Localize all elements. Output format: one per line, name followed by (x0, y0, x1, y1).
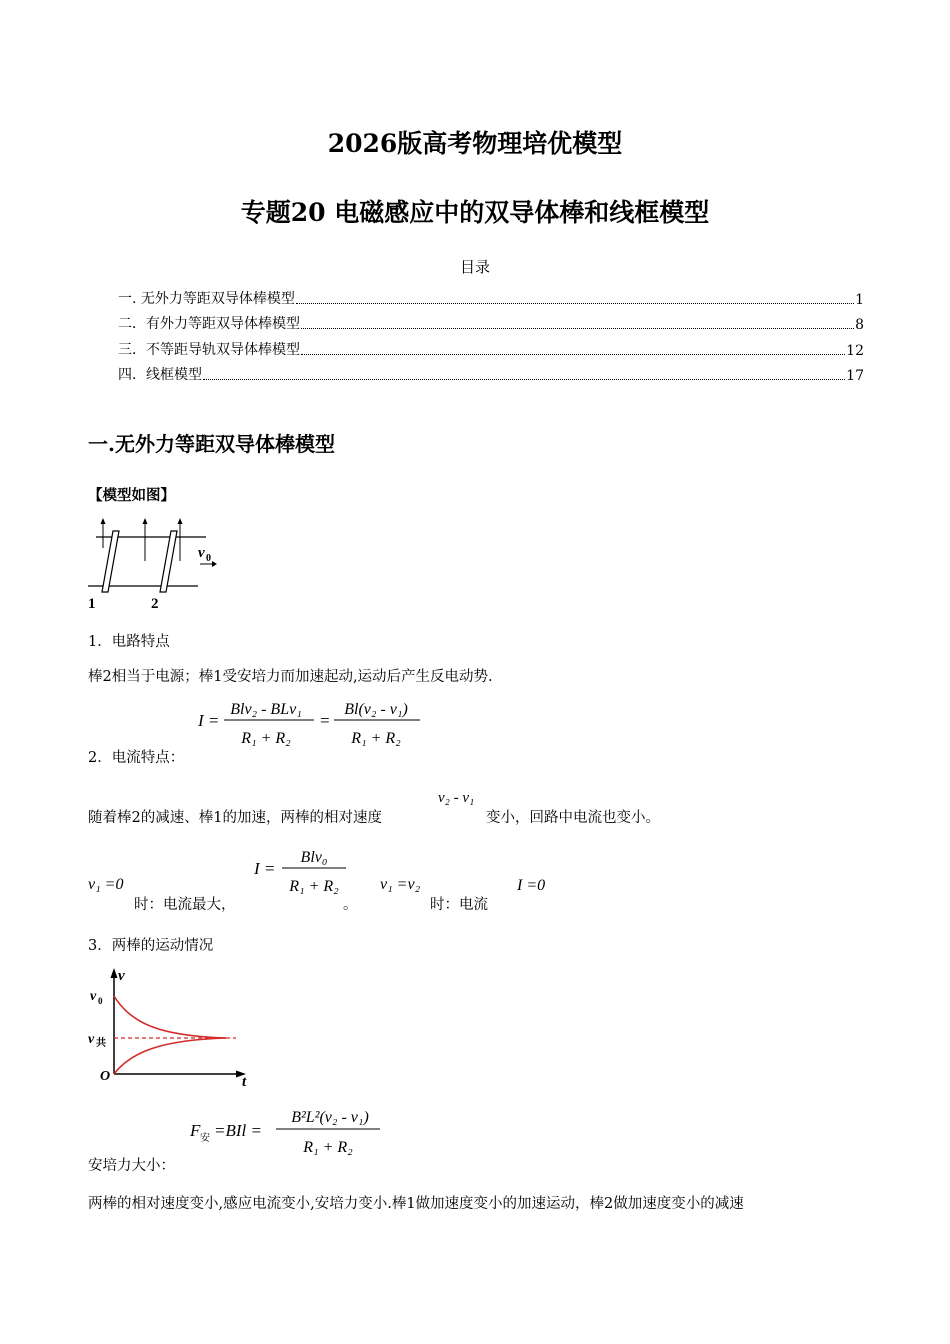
axis-t-label: t (242, 1074, 247, 1090)
v0-subscript: 0 (206, 553, 211, 564)
rod2-label: 2 (151, 596, 159, 612)
v0-tick-subscript: 0 (98, 996, 103, 1006)
condition-v1-zero: v₁ =0 (88, 876, 124, 893)
toc-item-label[interactable]: 二．有外力等距双导体棒模型 (118, 316, 300, 332)
toc-item[interactable] (118, 288, 864, 308)
imax-den: R₁ + R₂ (289, 878, 339, 895)
item2-heading: 2．电流特点： (88, 750, 185, 766)
eq-den1: R₁ + R₂ (241, 730, 291, 747)
imax-equation (252, 842, 352, 900)
force-mid: =BIl = (214, 1121, 262, 1140)
toc-leader (301, 354, 845, 355)
vcommon-tick-subscript: 共 (96, 1038, 106, 1049)
item3-heading: 3．两棒的运动情况 (88, 938, 214, 954)
toc-item-page: 12 (846, 343, 864, 359)
rod1-label: 1 (88, 596, 96, 612)
item2-text-a: 随着棒2的减速、棒1的加速，两棒的相对速度 (88, 810, 382, 826)
toc-item[interactable] (118, 339, 864, 359)
imax-num: Blv₀ (300, 849, 328, 866)
page-title: 2026版高考物理培优模型 (327, 129, 623, 158)
current-equation (190, 694, 430, 752)
toc-item-page: 8 (855, 317, 864, 333)
eq-den2: R₁ + R₂ (351, 730, 401, 747)
force-subscript: 安 (200, 1133, 210, 1144)
page-subtitle: 专题20 电磁感应中的双导体棒和线框模型 (240, 198, 710, 227)
velocity-time-graph (86, 964, 256, 1090)
v0-tick-label: v (90, 989, 97, 1004)
toc-leader (296, 303, 854, 304)
section-heading: 一.无外力等距双导体棒模型 (88, 432, 335, 456)
axis-v-label: v (118, 968, 125, 984)
force-den: R₁ + R₂ (303, 1139, 353, 1156)
toc-item-label[interactable]: 三．不等距导轨双导体棒模型 (118, 342, 300, 358)
toc-heading: 目录 (459, 258, 490, 276)
toc-item-label[interactable]: 四．线框模型 (118, 367, 202, 383)
period: 。 (343, 897, 358, 913)
eq-num1: Blv₂ - BLv₁ (230, 701, 302, 718)
force-label: 安培力大小： (88, 1158, 175, 1174)
toc-item[interactable] (118, 364, 864, 384)
imax-lhs: I = (254, 859, 276, 878)
model-label: 【模型如图】 (88, 487, 175, 504)
final-paragraph: 两棒的相对速度变小,感应电流变小,安培力变小.棒1做加速度变小的加速运动，棒2做加速度变小的减速 (88, 1196, 744, 1212)
item1-text: 棒2相当于电源；棒1受安培力而加速起动,运动后产生反电动势. (88, 669, 493, 685)
toc-item[interactable] (118, 313, 864, 333)
toc-leader (301, 328, 854, 329)
item2-text-b: 变小，回路中电流也变小。 (486, 810, 660, 826)
toc-item-page: 1 (855, 292, 864, 308)
condition-v1-eq-v2: v₁ =v₂ (380, 876, 421, 893)
v0-label: v (198, 545, 205, 561)
rails-figure (84, 515, 224, 615)
eq-equals: = (320, 711, 330, 730)
force-lhs: F (190, 1121, 201, 1140)
vcommon-tick-label: v (88, 1032, 95, 1047)
eq-lhs: I = (198, 711, 220, 730)
force-equation (186, 1100, 396, 1160)
origin-label: O (100, 1069, 111, 1084)
item1-heading: 1．电路特点 (88, 634, 170, 650)
force-num: B²L²(v₂ - v₁) (291, 1109, 369, 1126)
relative-speed: v₂ - v₁ (438, 790, 475, 806)
toc-item-label[interactable]: 一. 无外力等距双导体棒模型 (118, 291, 295, 307)
condition2-text: 时：电流 (430, 897, 488, 913)
eq-num2: Bl(v₂ - v₁) (344, 701, 408, 718)
current-zero: I =0 (517, 877, 546, 894)
toc-leader (203, 379, 845, 380)
condition1-text: 时：电流最大， (134, 897, 236, 913)
toc-item-page: 17 (846, 368, 864, 384)
